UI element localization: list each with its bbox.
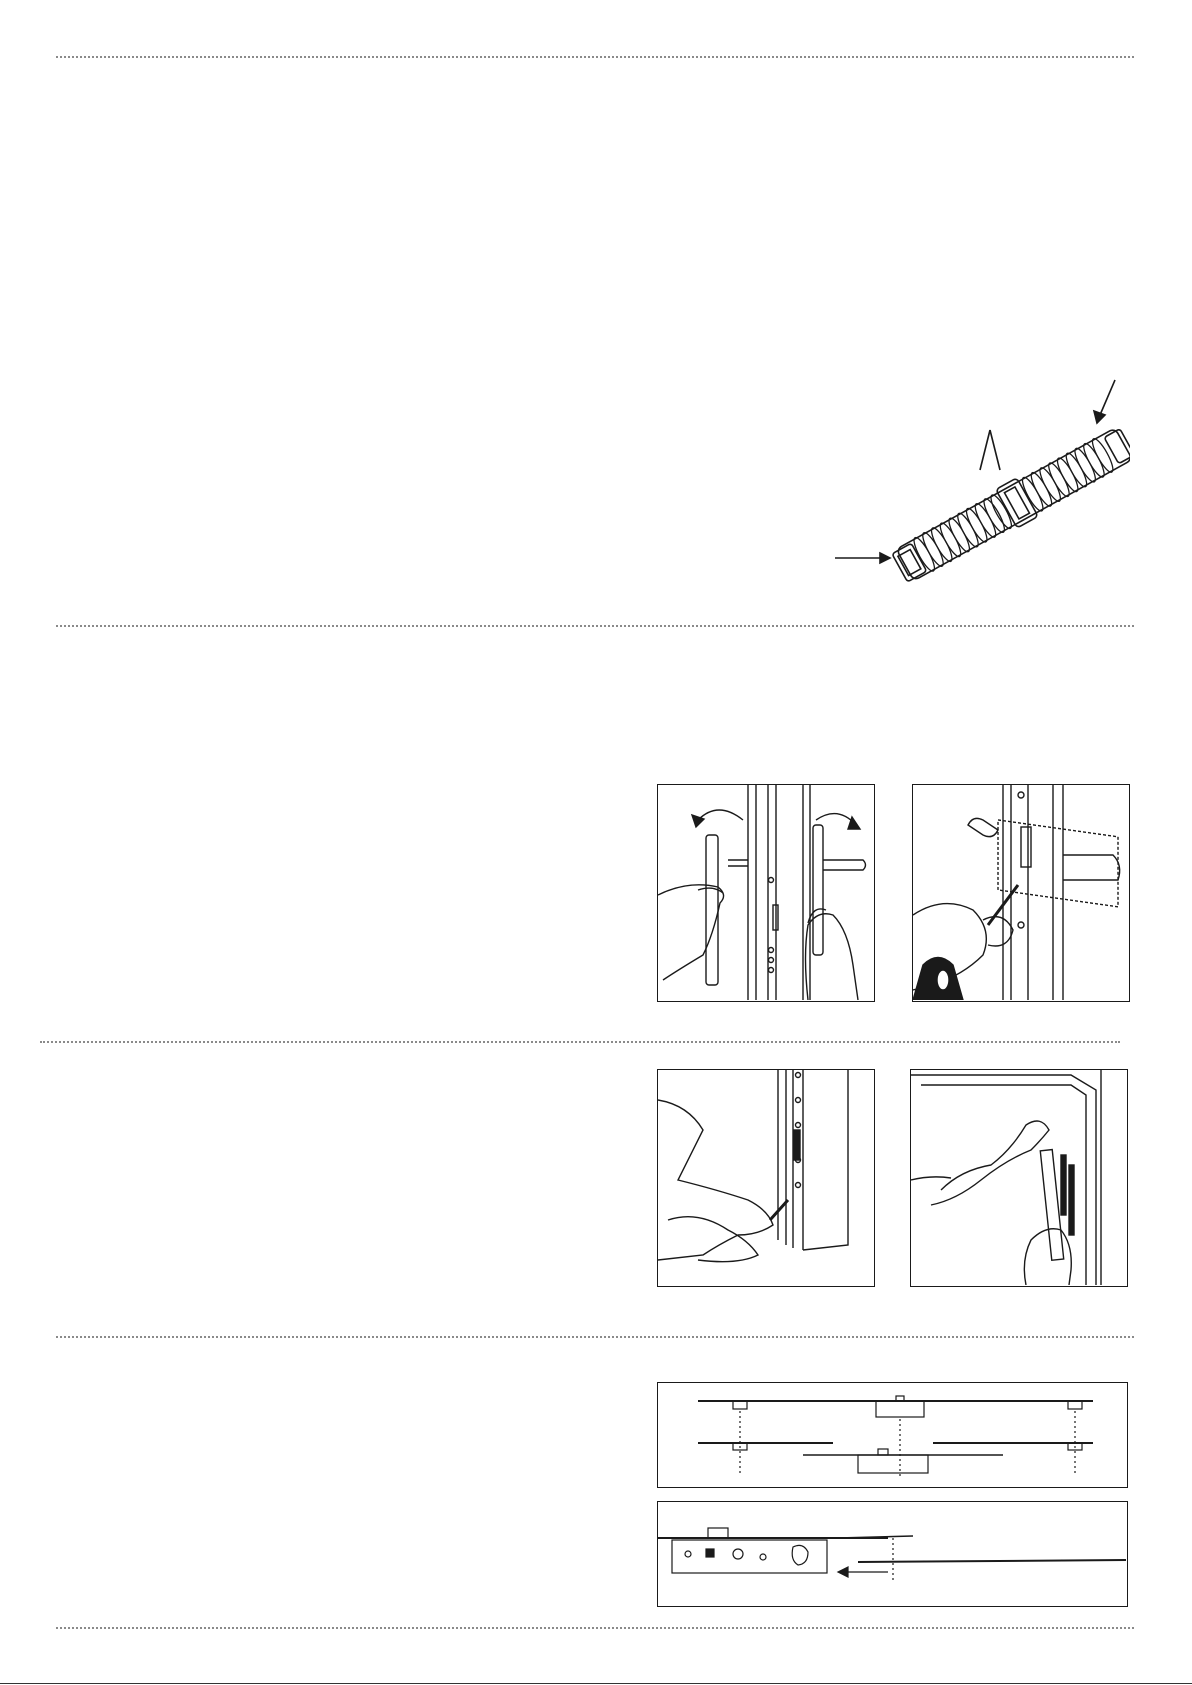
section-divider-2: [56, 625, 1134, 627]
curved-arrow-icon: [698, 810, 743, 820]
section-divider-1: [56, 56, 1134, 58]
section-divider-5: [56, 1627, 1134, 1629]
arrow-icon: [1094, 380, 1115, 423]
section-divider-3: [40, 1041, 1120, 1043]
arrow-icon: [835, 553, 890, 563]
pointer-lines: [980, 430, 1000, 470]
spring-spindle-illustration: [830, 375, 1130, 590]
figure-screw-removal: [912, 784, 1130, 1002]
page-bottom-rule: [0, 1683, 1192, 1684]
figure-handle-rotation: [657, 784, 875, 1002]
figure-gearbox-alignment-top: [657, 1382, 1128, 1488]
figure-gearbox-slide: [657, 1501, 1128, 1607]
figure-pull-lock-out: [910, 1069, 1128, 1287]
figure-drive-screw-out: [657, 1069, 875, 1287]
arrow-icon: [838, 1567, 888, 1577]
section-divider-4: [56, 1336, 1134, 1338]
